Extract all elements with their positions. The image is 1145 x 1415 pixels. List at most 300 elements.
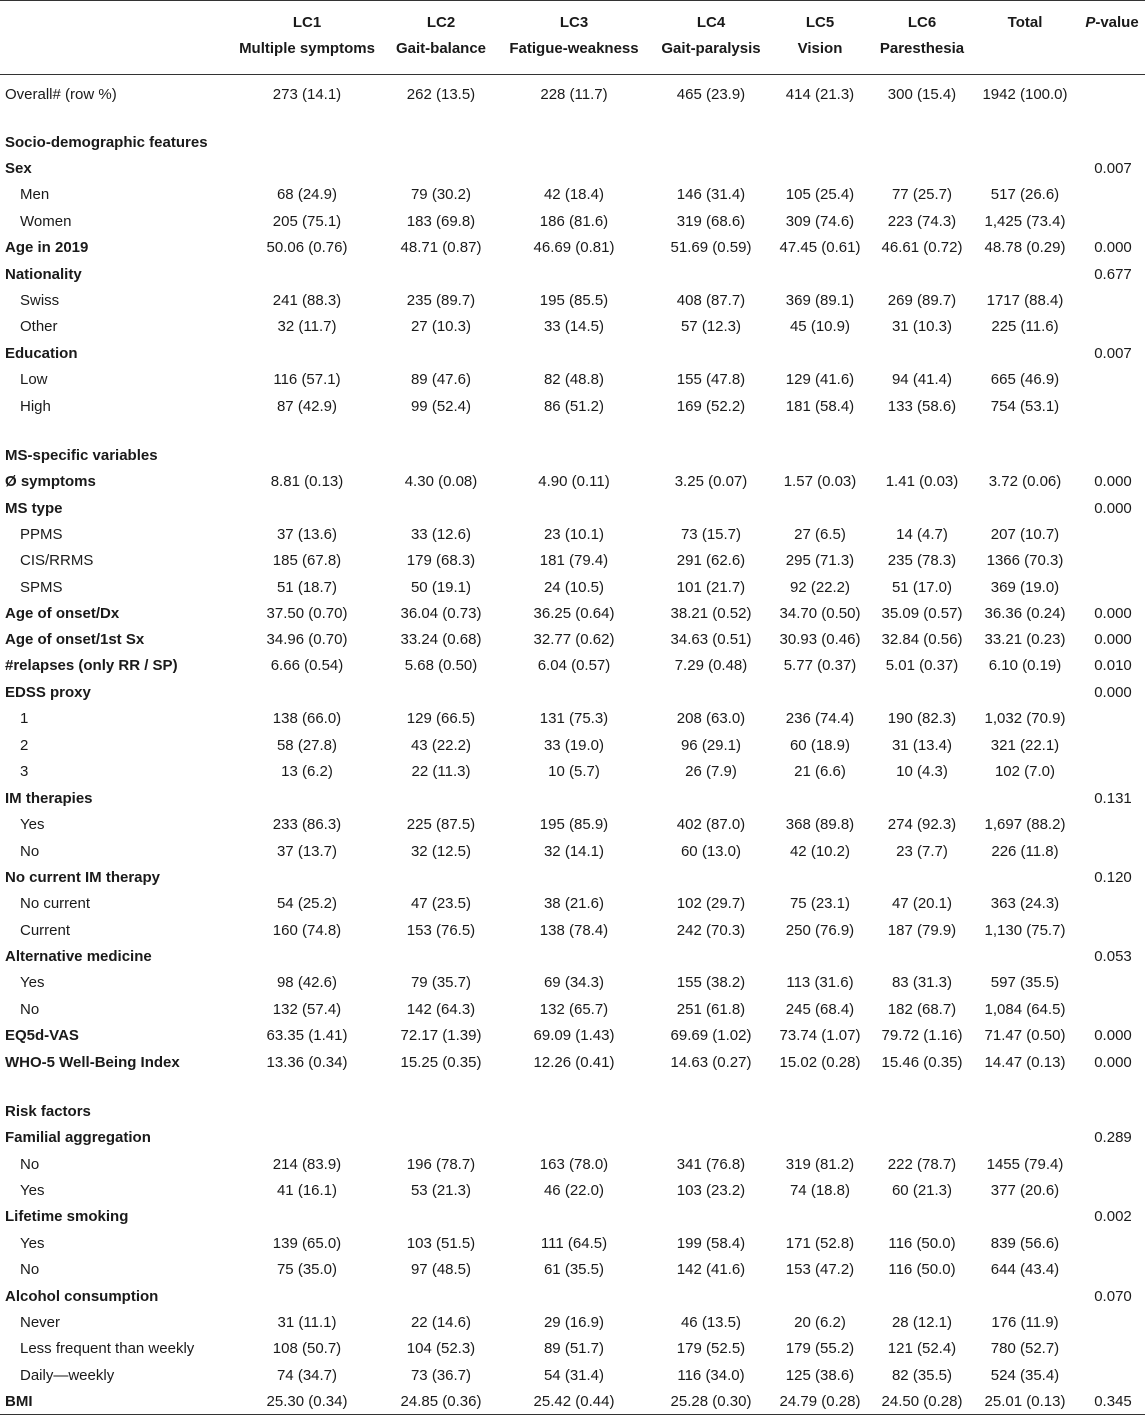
table-row [0, 1152, 1145, 1178]
table-cell: 69.69 (1.02) [670, 1027, 752, 1044]
table-row [0, 601, 1145, 627]
table-cell: 47.45 (0.61) [779, 239, 861, 256]
column-header-lc5 [770, 10, 870, 62]
row-label: PPMS [20, 526, 63, 543]
table-row [0, 1257, 1145, 1283]
row-label: #relapses (only RR / SP) [5, 657, 178, 674]
column-header-code: LC5 [805, 14, 835, 31]
row-label: High [20, 398, 51, 415]
row-label: Nationality [5, 266, 82, 283]
table-cell: 223 (74.3) [887, 213, 957, 230]
table-cell: 25.42 (0.44) [533, 1393, 615, 1410]
table-cell: 23 (7.7) [896, 843, 948, 860]
row-label: Lifetime smoking [5, 1208, 129, 1225]
table-cell: 61 (35.5) [543, 1261, 605, 1278]
table-row [0, 1050, 1145, 1076]
table-row [0, 812, 1145, 838]
table-cell: 153 (47.2) [785, 1261, 855, 1278]
table-cell: 169 (52.2) [676, 398, 746, 415]
table-cell: 242 (70.3) [676, 922, 746, 939]
table-cell: 38.21 (0.52) [670, 605, 752, 622]
column-header-lc3 [496, 10, 652, 62]
table-cell: 146 (31.4) [676, 186, 746, 203]
table-cell: 235 (78.3) [887, 552, 957, 569]
table-cell: 24.79 (0.28) [779, 1393, 861, 1410]
row-label: Swiss [20, 292, 60, 309]
table-cell: 60 (21.3) [891, 1182, 953, 1199]
table-cell: 27 (10.3) [410, 318, 472, 335]
table-cell: 129 (41.6) [785, 371, 855, 388]
table-cell: 13 (6.2) [281, 763, 333, 780]
table-cell: 142 (41.6) [676, 1261, 746, 1278]
row-label: EDSS proxy [5, 684, 91, 701]
table-cell: 129 (66.5) [406, 710, 476, 727]
table-cell: 155 (47.8) [676, 371, 746, 388]
total-cell: 754 (53.1) [990, 398, 1060, 415]
column-header-subtitle: Paresthesia [879, 40, 965, 57]
row-label: No [20, 843, 40, 860]
table-cell: 369 (89.1) [785, 292, 855, 309]
table-cell: 83 (31.3) [891, 974, 953, 991]
table-row [0, 367, 1145, 393]
table-cell: 181 (79.4) [539, 552, 609, 569]
table-cell: 73 (15.7) [680, 526, 742, 543]
table-cell: 75 (35.0) [276, 1261, 338, 1278]
table-cell: 15.25 (0.35) [400, 1054, 482, 1071]
p-value-cell: 0.120 [1094, 869, 1132, 886]
total-cell: 1455 (79.4) [986, 1156, 1064, 1173]
table-cell: 37 (13.6) [276, 526, 338, 543]
table-cell: 29 (16.9) [543, 1314, 605, 1331]
table-row [0, 733, 1145, 759]
table-cell: 97 (48.5) [410, 1261, 472, 1278]
table-cell: 74 (18.8) [789, 1182, 851, 1199]
table-cell: 1.57 (0.03) [783, 473, 857, 490]
total-cell: 597 (35.5) [990, 974, 1060, 991]
table-cell: 26 (7.9) [685, 763, 737, 780]
table-cell: 179 (68.3) [406, 552, 476, 569]
table-cell: 51 (18.7) [276, 579, 338, 596]
total-cell: 780 (52.7) [990, 1340, 1060, 1357]
table-cell: 190 (82.3) [887, 710, 957, 727]
table-cell: 368 (89.8) [785, 816, 855, 833]
table-cell: 116 (34.0) [677, 1367, 745, 1384]
table-cell: 69 (34.3) [543, 974, 605, 991]
table-cell: 46 (22.0) [543, 1182, 605, 1199]
table-cell: 32 (11.7) [277, 318, 337, 335]
table-cell: 251 (61.8) [676, 1001, 746, 1018]
table-row [0, 469, 1145, 495]
total-cell: 14.47 (0.13) [984, 1054, 1066, 1071]
total-cell: 1,130 (75.7) [984, 922, 1066, 939]
table-cell: 132 (65.7) [539, 1001, 609, 1018]
table-cell: 14.63 (0.27) [670, 1054, 752, 1071]
table-cell: 51.69 (0.59) [670, 239, 752, 256]
column-header-code: LC1 [292, 14, 322, 31]
table-cell: 28 (12.1) [891, 1314, 953, 1331]
table-row [0, 575, 1145, 601]
total-cell: 524 (35.4) [990, 1367, 1060, 1384]
table-cell: 32 (12.5) [410, 843, 472, 860]
table-cell: 236 (74.4) [785, 710, 855, 727]
table-cell: 37 (13.7) [276, 843, 338, 860]
table-cell: 31 (10.3) [891, 318, 953, 335]
table-cell: 163 (78.0) [539, 1156, 609, 1173]
row-label: Age of onset/Dx [5, 605, 120, 622]
row-label: SPMS [20, 579, 63, 596]
p-value-cell: 0.053 [1094, 948, 1132, 965]
row-label: Men [20, 186, 50, 203]
table-cell: 233 (86.3) [272, 816, 342, 833]
total-cell: 1,084 (64.5) [984, 1001, 1066, 1018]
table-cell: 77 (25.7) [891, 186, 953, 203]
table-cell: 171 (52.8) [785, 1235, 855, 1252]
table-row [0, 394, 1145, 420]
table-cell: 186 (81.6) [539, 213, 609, 230]
table-row [0, 1363, 1145, 1389]
total-cell: 369 (19.0) [990, 579, 1060, 596]
table-cell: 89 (51.7) [543, 1340, 605, 1357]
total-cell: 71.47 (0.50) [984, 1027, 1066, 1044]
total-cell: 839 (56.6) [990, 1235, 1060, 1252]
row-label: 1 [20, 710, 29, 727]
table-cell: 22 (14.6) [410, 1314, 472, 1331]
row-label: Yes [20, 1235, 45, 1252]
table-cell: 12.26 (0.41) [533, 1054, 615, 1071]
total-cell: 644 (43.4) [990, 1261, 1060, 1278]
column-header-subtitle: Fatigue-weakness [509, 40, 639, 57]
table-row [0, 496, 1145, 522]
column-header-subtitle: Gait-balance [395, 40, 487, 57]
p-value-cell: 0.000 [1094, 684, 1132, 701]
table-cell: 89 (47.6) [410, 371, 472, 388]
row-label: Never [20, 1314, 61, 1331]
table-cell: 46.61 (0.72) [881, 239, 963, 256]
row-label: IM therapies [5, 790, 93, 807]
table-cell: 10 (5.7) [548, 763, 600, 780]
table-cell: 121 (52.4) [887, 1340, 957, 1357]
total-cell: 6.10 (0.19) [988, 657, 1062, 674]
table-cell: 116 (50.0) [888, 1235, 956, 1252]
column-header-code: LC3 [559, 14, 589, 31]
table-cell: 87 (42.9) [276, 398, 338, 415]
table-row [0, 839, 1145, 865]
table-cell: 113 (31.6) [786, 974, 854, 991]
row-label: WHO-5 Well-Being Index [5, 1054, 180, 1071]
column-header-lc6 [870, 10, 974, 62]
column-header-subtitle: Vision [797, 40, 843, 57]
table-cell: 38 (21.6) [543, 895, 605, 912]
table-cell: 27 (6.5) [794, 526, 846, 543]
column-header-subtitle: Gait-paralysis [661, 40, 761, 57]
table-cell: 98 (42.6) [276, 974, 338, 991]
table-cell: 33 (14.5) [543, 318, 605, 335]
column-header-lc4 [652, 10, 770, 62]
p-value-cell: 0.131 [1094, 790, 1132, 807]
table-cell: 86 (51.2) [543, 398, 605, 415]
table-cell: 34.63 (0.51) [670, 631, 752, 648]
row-label: No [20, 1001, 40, 1018]
total-cell: 225 (11.6) [991, 318, 1059, 335]
table-cell: 13.36 (0.34) [266, 1054, 348, 1071]
table-cell: 138 (78.4) [539, 922, 609, 939]
total-cell: 363 (24.3) [990, 895, 1060, 912]
table-cell: 33.24 (0.68) [400, 631, 482, 648]
table-row [0, 891, 1145, 917]
table-cell: 47 (23.5) [410, 895, 472, 912]
column-header-code: LC4 [696, 14, 726, 31]
table-cell: 187 (79.9) [887, 922, 957, 939]
table-cell: 102 (29.7) [676, 895, 746, 912]
row-label: CIS/RRMS [20, 552, 94, 569]
table-cell: 94 (41.4) [891, 371, 953, 388]
table-cell: 8.81 (0.13) [270, 473, 344, 490]
table-row [0, 759, 1145, 785]
table-cell: 36.04 (0.73) [400, 605, 482, 622]
table-cell: 274 (92.3) [887, 816, 957, 833]
total-cell: 517 (26.6) [990, 186, 1060, 203]
table-row [0, 235, 1145, 261]
table-cell: 14 (4.7) [896, 526, 948, 543]
table-cell: 24.50 (0.28) [881, 1393, 963, 1410]
table-cell: 15.02 (0.28) [779, 1054, 861, 1071]
section-header-row [0, 130, 1145, 156]
table-cell: 25.28 (0.30) [670, 1393, 752, 1410]
table-cell: 414 (21.3) [785, 86, 855, 103]
total-cell: 1717 (88.4) [986, 292, 1064, 309]
table-cell: 6.66 (0.54) [270, 657, 344, 674]
section-header-row [0, 1099, 1145, 1125]
table-cell: 6.04 (0.57) [537, 657, 611, 674]
p-value-cell: 0.010 [1094, 657, 1132, 674]
table-cell: 34.70 (0.50) [779, 605, 861, 622]
table-cell: 195 (85.9) [539, 816, 609, 833]
pvalue-italic-p: P [1085, 14, 1096, 31]
table-cell: 63.35 (1.41) [266, 1027, 348, 1044]
total-cell: 226 (11.8) [991, 843, 1059, 860]
column-header-lc1 [228, 10, 386, 62]
table-row [0, 209, 1145, 235]
table-cell: 153 (76.5) [406, 922, 476, 939]
table-cell: 15.46 (0.35) [881, 1054, 963, 1071]
table-cell: 23 (10.1) [543, 526, 605, 543]
table-cell: 105 (25.4) [785, 186, 855, 203]
table-row [0, 627, 1145, 653]
section-header-row [0, 443, 1145, 469]
table-cell: 408 (87.7) [676, 292, 746, 309]
row-label: Less frequent than weekly [20, 1340, 195, 1357]
table-row [0, 1336, 1145, 1362]
table-cell: 50 (19.1) [410, 579, 472, 596]
table-cell: 185 (67.8) [272, 552, 342, 569]
p-value-cell: 0.000 [1094, 473, 1132, 490]
total-cell: 1942 (100.0) [982, 86, 1068, 103]
row-label: Women [20, 213, 72, 230]
table-cell: 4.90 (0.11) [538, 473, 610, 490]
row-label: BMI [5, 1393, 33, 1410]
table-row [0, 341, 1145, 367]
p-value-cell: 0.289 [1094, 1129, 1132, 1146]
table-cell: 465 (23.9) [676, 86, 746, 103]
table-row [0, 1178, 1145, 1204]
column-header-subtitle: Multiple symptoms [239, 40, 375, 57]
table-cell: 291 (62.6) [676, 552, 746, 569]
row-label: No [20, 1261, 40, 1278]
row-label: 3 [20, 763, 29, 780]
table-row [0, 288, 1145, 314]
column-header-code: LC2 [426, 14, 456, 31]
p-value-cell: 0.007 [1094, 160, 1132, 177]
table-row [0, 1204, 1145, 1230]
table-row [0, 182, 1145, 208]
row-label: Sex [5, 160, 32, 177]
table-cell: 58 (27.8) [276, 737, 338, 754]
total-cell: 1,425 (73.4) [984, 213, 1066, 230]
table-cell: 3.25 (0.07) [674, 473, 748, 490]
table-cell: 45 (10.9) [789, 318, 851, 335]
table-row [0, 82, 1145, 108]
total-cell: 25.01 (0.13) [984, 1393, 1066, 1410]
row-label: EQ5d-VAS [5, 1027, 79, 1044]
table-cell: 92 (22.2) [789, 579, 851, 596]
table-row [0, 680, 1145, 706]
total-cell: 207 (10.7) [990, 526, 1060, 543]
table-cell: 179 (55.2) [785, 1340, 855, 1357]
total-cell: 102 (7.0) [994, 763, 1056, 780]
table-cell: 300 (15.4) [887, 86, 957, 103]
table-cell: 47 (20.1) [891, 895, 953, 912]
total-cell: 1,032 (70.9) [984, 710, 1066, 727]
row-label: Other [20, 318, 58, 335]
table-cell: 32.77 (0.62) [533, 631, 615, 648]
row-label: Yes [20, 974, 45, 991]
table-row [0, 970, 1145, 996]
table-cell: 131 (75.3) [539, 710, 609, 727]
table-cell: 262 (13.5) [406, 86, 476, 103]
table-cell: 54 (31.4) [543, 1367, 605, 1384]
total-cell: 377 (20.6) [990, 1182, 1060, 1199]
table-cell: 36.25 (0.64) [533, 605, 615, 622]
table-cell: 228 (11.7) [540, 86, 608, 103]
table-cell: 4.30 (0.08) [404, 473, 478, 490]
table-cell: 69.09 (1.43) [533, 1027, 615, 1044]
column-header-lc2 [386, 10, 496, 62]
table-row [0, 944, 1145, 970]
table-cell: 241 (88.3) [272, 292, 342, 309]
row-label: Familial aggregation [5, 1129, 151, 1146]
section-title: Socio-demographic features [5, 134, 208, 151]
row-label: Daily—weekly [20, 1367, 115, 1384]
total-cell: 36.36 (0.24) [984, 605, 1066, 622]
table-cell: 1.41 (0.03) [885, 473, 959, 490]
table-cell: 46.69 (0.81) [533, 239, 615, 256]
table-cell: 79 (35.7) [410, 974, 472, 991]
table-row [0, 706, 1145, 732]
total-cell: 3.72 (0.06) [988, 473, 1062, 490]
table-cell: 48.71 (0.87) [400, 239, 482, 256]
table-row [0, 1389, 1145, 1415]
total-cell: 1,697 (88.2) [984, 816, 1066, 833]
table-cell: 160 (74.8) [272, 922, 342, 939]
table-cell: 42 (18.4) [543, 186, 605, 203]
p-value-cell: 0.000 [1094, 500, 1132, 517]
table-cell: 139 (65.0) [272, 1235, 342, 1252]
table-cell: 79 (30.2) [410, 186, 472, 203]
p-value-cell: 0.000 [1094, 631, 1132, 648]
table-cell: 116 (50.0) [888, 1261, 956, 1278]
table-cell: 5.68 (0.50) [404, 657, 478, 674]
total-cell: 1366 (70.3) [986, 552, 1064, 569]
column-header-code: Total [1007, 14, 1043, 31]
table-cell: 273 (14.1) [272, 86, 342, 103]
row-label: MS type [5, 500, 63, 517]
row-label: 2 [20, 737, 29, 754]
table-cell: 116 (57.1) [273, 371, 341, 388]
table-cell: 46 (13.5) [680, 1314, 742, 1331]
table-cell: 125 (38.6) [785, 1367, 855, 1384]
table-cell: 72.17 (1.39) [400, 1027, 482, 1044]
table-cell: 250 (76.9) [785, 922, 855, 939]
table-cell: 5.77 (0.37) [783, 657, 857, 674]
table-cell: 214 (83.9) [272, 1156, 342, 1173]
pvalue-suffix: -value [1095, 14, 1139, 31]
column-header-total [974, 10, 1076, 36]
table-cell: 104 (52.3) [406, 1340, 476, 1357]
table-cell: 183 (69.8) [406, 213, 476, 230]
table-cell: 22 (11.3) [411, 763, 471, 780]
table-cell: 75 (23.1) [789, 895, 851, 912]
table-cell: 199 (58.4) [676, 1235, 746, 1252]
table-cell: 155 (38.2) [676, 974, 746, 991]
table-cell: 54 (25.2) [276, 895, 338, 912]
table-cell: 82 (35.5) [891, 1367, 953, 1384]
section-title: Risk factors [5, 1103, 91, 1120]
table-cell: 31 (13.4) [891, 737, 953, 754]
table-cell: 103 (51.5) [406, 1235, 476, 1252]
table-cell: 30.93 (0.46) [779, 631, 861, 648]
table-cell: 24.85 (0.36) [400, 1393, 482, 1410]
row-label: No current [20, 895, 91, 912]
table-cell: 37.50 (0.70) [266, 605, 348, 622]
table-cell: 10 (4.3) [896, 763, 948, 780]
p-value-cell: 0.000 [1094, 1054, 1132, 1071]
total-cell: 665 (46.9) [990, 371, 1060, 388]
table-row [0, 918, 1145, 944]
table-cell: 33 (12.6) [410, 526, 472, 543]
table-cell: 195 (85.5) [539, 292, 609, 309]
table-cell: 21 (6.6) [794, 763, 846, 780]
total-cell: 321 (22.1) [990, 737, 1060, 754]
table-cell: 319 (68.6) [676, 213, 746, 230]
table-cell: 269 (89.7) [887, 292, 957, 309]
row-label: No [20, 1156, 40, 1173]
table-cell: 5.01 (0.37) [885, 657, 959, 674]
table-cell: 103 (23.2) [676, 1182, 746, 1199]
p-value-cell: 0.000 [1094, 1027, 1132, 1044]
section-title: MS-specific variables [5, 447, 158, 464]
table-cell: 402 (87.0) [676, 816, 746, 833]
table-cell: 245 (68.4) [785, 1001, 855, 1018]
table-cell: 138 (66.0) [272, 710, 342, 727]
p-value-cell: 0.002 [1094, 1208, 1132, 1225]
table-cell: 68 (24.9) [276, 186, 338, 203]
pvalue-header-text [1076, 10, 1145, 36]
total-cell: 33.21 (0.23) [984, 631, 1066, 648]
table-cell: 235 (89.7) [406, 292, 476, 309]
row-label: Alcohol consumption [5, 1288, 159, 1305]
table-cell: 79.72 (1.16) [881, 1027, 963, 1044]
table-cell: 7.29 (0.48) [674, 657, 748, 674]
